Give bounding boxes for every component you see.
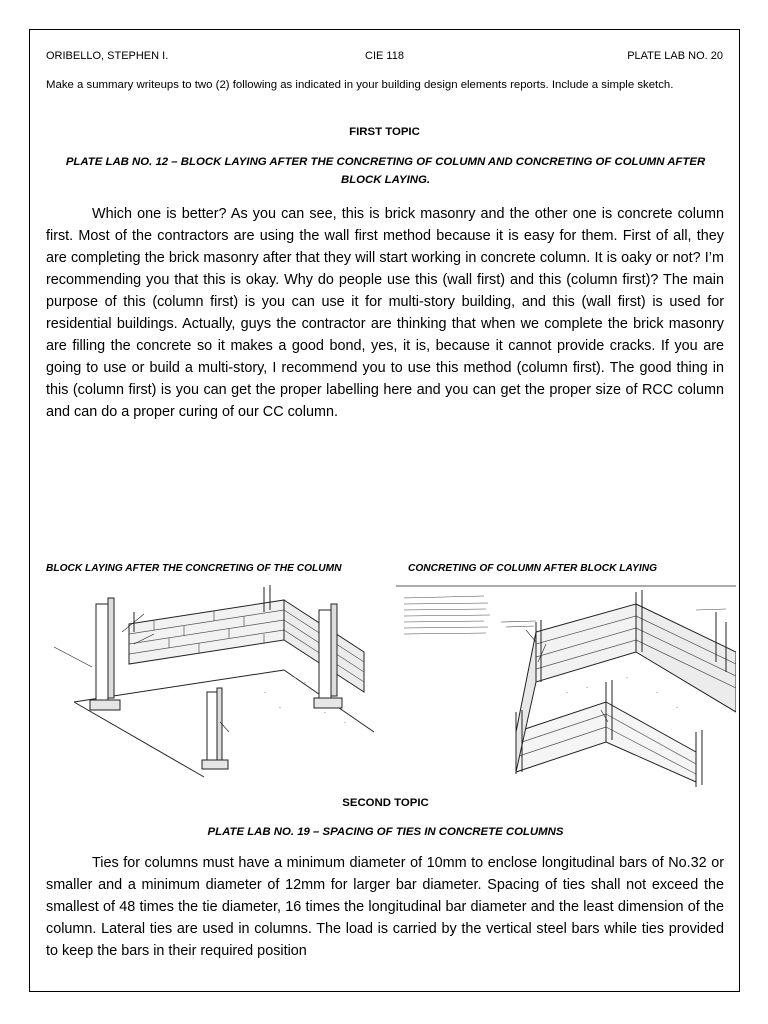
course-code: CIE 118 bbox=[365, 50, 404, 62]
document-page bbox=[29, 29, 740, 992]
second-topic-heading: SECOND TOPIC bbox=[342, 797, 429, 809]
first-topic-title: PLATE LAB NO. 12 – BLOCK LAYING AFTER THE CONCRETING OF COLUMN AND CONCRETING OF COLUMN AFTER BLOCK LAYING. bbox=[65, 156, 706, 186]
wall-first-sketch bbox=[396, 582, 736, 797]
second-topic-body bbox=[46, 852, 724, 962]
left-figure-caption: BLOCK LAYING AFTER THE CONCRETING OF THE COLUMN bbox=[46, 563, 342, 574]
plate-number: PLATE LAB NO. 20 bbox=[627, 50, 723, 62]
column-first-sketch bbox=[34, 582, 379, 782]
instructions: Make a summary writeups to two (2) following as indicated in your building design elements reports. Include a simple sketch. bbox=[46, 79, 674, 91]
right-figure-caption: CONCRETING OF COLUMN AFTER BLOCK LAYING bbox=[408, 563, 658, 574]
first-topic-heading: FIRST TOPIC bbox=[349, 126, 420, 138]
second-topic-title: PLATE LAB NO. 19 – SPACING OF TIES IN CONCRETE COLUMNS bbox=[207, 826, 564, 838]
student-name: ORIBELLO, STEPHEN I. bbox=[46, 50, 169, 62]
first-topic-body bbox=[46, 203, 724, 423]
first-topic-text: Which one is better? As you can see, this is brick masonry and the other one is concrete column first. Most of the contractors are using the wall first method because it is easy for them. First of all, they are completing the brick masonry after that they will start working in concrete column. It is oaky or not? I’m recommending you that this is okay. Why do people use this (wall first) and this (column first)? The main purpose of this (column first) is you can use it for multi-story building, and this (wall first) is used for residential buildings. Actually, guys the contractor are thinking that when we complete the brick masonry are filling the concrete so it makes a good bond, yes, it is, because it cannot provide cracks. If you are going to use or build a multi-story, I recommend you to use this method (column first). The good thing in this (column first) is you can get the proper labelling here and you can get the proper size of RCC column and can do a proper curing of our CC column. bbox=[46, 206, 724, 420]
second-topic-text: Ties for columns must have a minimum diameter of 10mm to enclose longitudinal bars of No.32 or smaller and a minimum diameter of 12mm for larger bar diameter. Spacing of ties shall not exceed the smallest of 48 times the tie diameter, 16 times the longitudinal bar diameter and the least dimension of the column. Lateral ties are used in columns. The load is carried by the vertical steel bars while ties provided to keep the bars in their required position bbox=[46, 855, 724, 959]
